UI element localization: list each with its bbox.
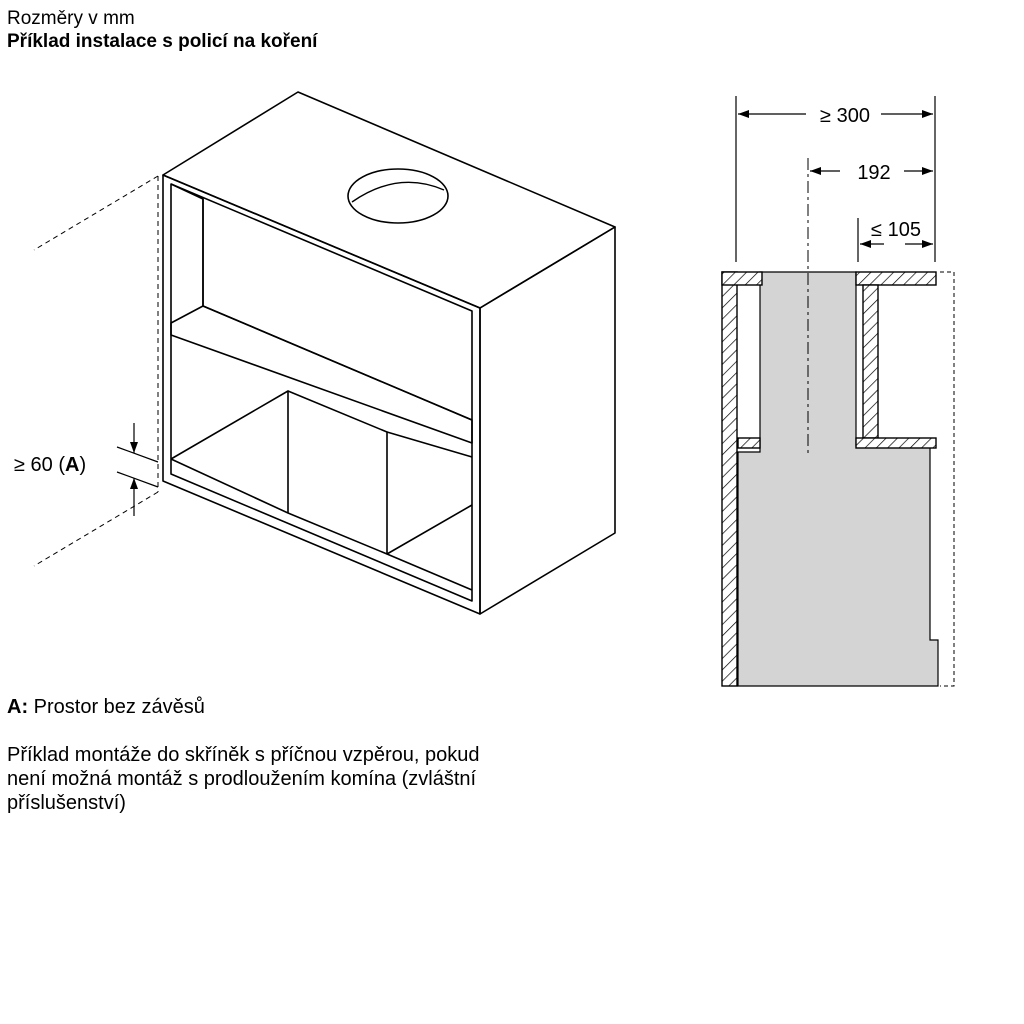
dim-offset-label: 192	[857, 162, 891, 184]
note-line: není možná montáž s prodloužením komína (zvláštní	[7, 768, 477, 790]
cabinet-isometric	[34, 92, 615, 614]
hood-body	[738, 272, 938, 686]
units-subtitle: Rozměry v mm	[7, 8, 135, 29]
wall-left	[722, 272, 737, 686]
installation-note	[7, 743, 479, 815]
spice-shelf-top	[856, 272, 936, 285]
cabinet-front-frame	[163, 175, 480, 614]
dim-a-label: ≥ 60 (A)	[14, 454, 87, 476]
wall-guides	[34, 176, 158, 566]
dim-depth-label: ≤ 105	[871, 219, 921, 241]
legend-key: A:	[7, 696, 29, 718]
top-shelf	[171, 306, 472, 443]
dim-a-gap	[117, 423, 158, 516]
cabinet-side	[480, 227, 615, 614]
dim-width-label: ≥ 300	[820, 105, 870, 127]
note-line: Příklad montáže do skříněk s příčnou vzpěrou, pokud	[7, 744, 480, 766]
legend-a	[7, 695, 205, 719]
spice-shelf-bottom	[856, 438, 936, 448]
spice-shelf-side	[863, 285, 878, 438]
legend-text: Prostor bez závěsů	[28, 696, 205, 718]
page-title: Příklad instalace s policí na koření	[7, 31, 318, 52]
note-line: příslušenství)	[7, 792, 126, 814]
duct-opening	[348, 169, 448, 223]
